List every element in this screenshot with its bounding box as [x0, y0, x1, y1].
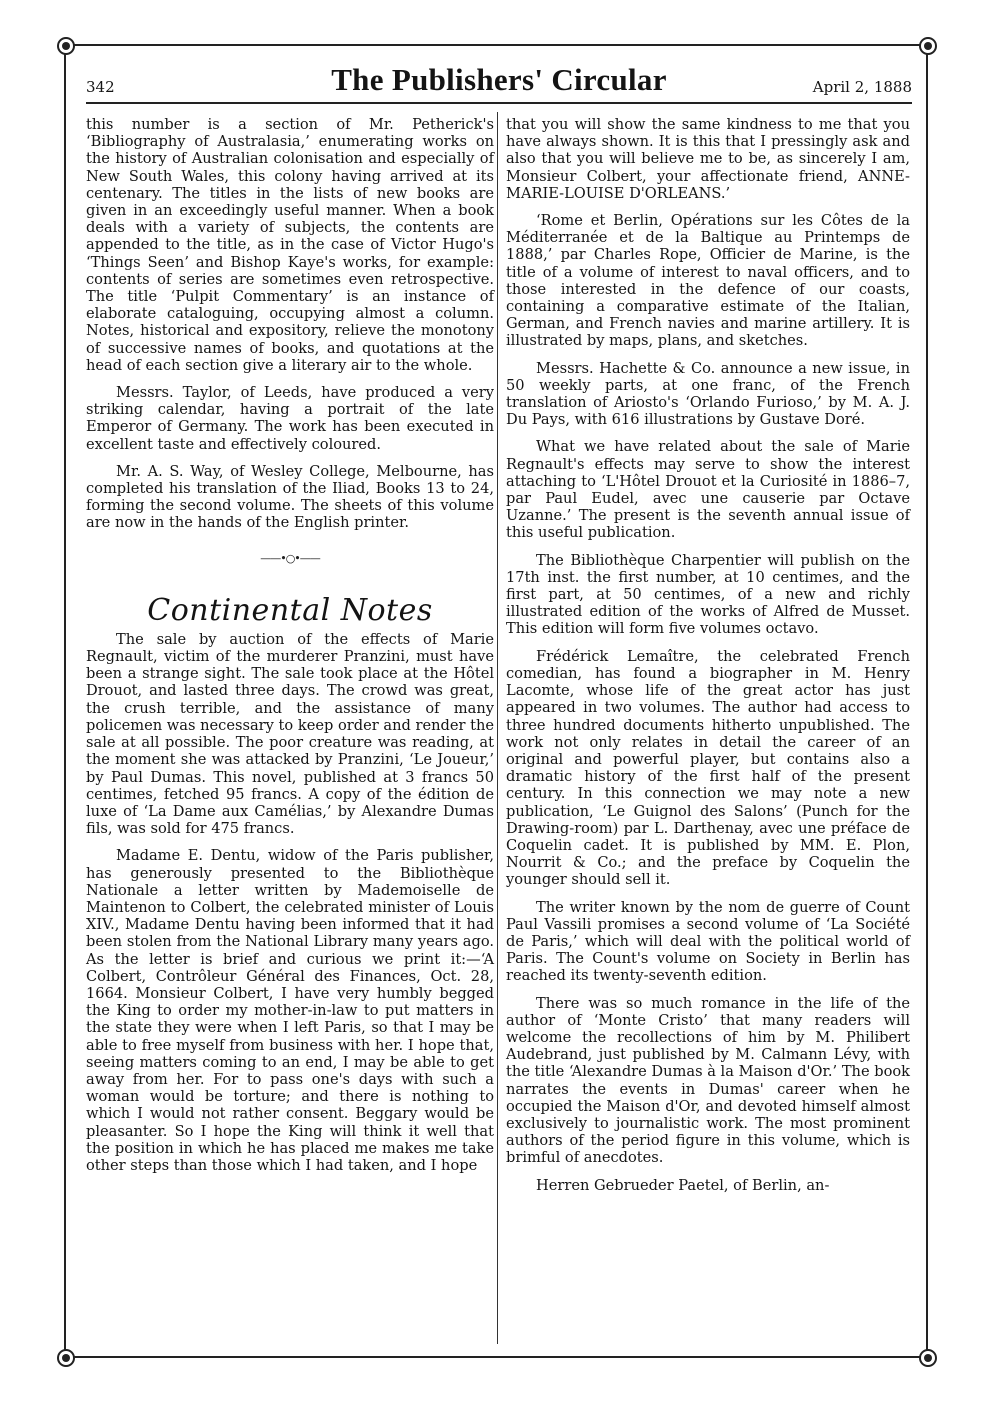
section-heading: Continental Notes	[147, 592, 433, 628]
frame-rule-right	[926, 44, 928, 1356]
section-divider: ——•○•——	[260, 551, 320, 565]
paragraph: Mr. A. S. Way, of Wesley College, Melbourne, has completed his translation of the Iliad, Books 13 to 24, forming the second volume. The sheets of this volume are now in the hands of the English printer.	[86, 462, 494, 532]
paragraph: that you will show the same kindness to me that you have always shown. It is this that I pressingly ask and also that you will believe me to be, as sincerely I am, Monsieur Colbert, your affectionate friend, ANNE-MARIE-LOUISE D'ORLEANS.’	[506, 116, 910, 202]
paragraph: The writer known by the nom de guerre of Count Paul Vassili promises a second volume of ‘La Société de Paris,’ which will deal with the political world of Paris. The Count's volume on Society in Berlin has reached its twenty-seventh edition.	[506, 898, 910, 985]
frame-rule-top	[60, 44, 932, 46]
corner-ornament-icon	[919, 37, 937, 55]
paragraph: Madame E. Dentu, widow of the Paris publisher, has generously presented to the Bibliothèque Nationale a letter written by Mademoiselle de Maintenon to Colbert, the celebrated minister of Louis XIV., Madame Dentu having been informed that it had been stolen from the National Library many years ago. As the letter is brief and curious we print it:—‘A Colbert, Contrôleur Général des Finances, Oct. 28, 1664. Monsieur Colbert, I have very humbly begged the King to order my mother-in-law to put matters in the state they were when I left Paris, so that I may be able to free myself from business with her. I hope that, seeing matters coming to an end, I may be able to get away from her. For to pass one's days with such a woman would be torture; and there is nothing to which I would not rather consent. Beggary would be pleasanter. So I hope the King will think it well that the position in which he has placed me makes me take other steps than those which I had taken, and I hope	[86, 847, 494, 1174]
paragraph: Herren Gebrueder Paetel, of Berlin, an-	[536, 1176, 830, 1194]
frame-rule-left	[64, 44, 66, 1356]
paragraph: There was so much romance in the life of the author of ‘Monte Cristo’ that many readers will welcome the recollections of him by M. Philibert Audebrand, just published by M. Calmann Lévy, with the title ‘Alexandre Dumas à la Maison d'Or.’ The book narrates the events in Dumas' career when he occupied the Maison d'Or, and devoted himself almost exclusively to journalistic work. The most prominent authors of the period figure in this volume, which is brimful of anecdotes.	[506, 994, 910, 1167]
paragraph: this number is a section of Mr. Petherick's ‘Bibliography of Australasia,’ enumerating works on the history of Australian colonisation and especially of New South Wales, this colony having arrived at its centenary. The titles in the lists of new books are given in an exceedingly useful manner. When a book deals with a variety of subjects, the contents are appended to the title, as in the case of Victor Hugo's ‘Things Seen’ and Bishop Kaye's works, for example: contents of series are sometimes even retrospective. The title ‘Pulpit Commentary’ is an instance of elaborate cataloguing, occupying almost a column. Notes, historical and expository, relieve the monotony of successive names of books, and quotations at the head of each section give a literary air to the whole.	[86, 116, 494, 374]
page-number: 342	[86, 78, 115, 96]
corner-ornament-icon	[57, 1349, 75, 1367]
paragraph: Frédérick Lemaître, the celebrated French comedian, has found a biographer in M. Henry Lacomte, whose life of the great actor has just appeared in two volumes. The author had access to three hundred documents hitherto unpublished. The work not only relates in detail the career of an original and powerful player, but contains also a dramatic history of the first half of the present century. In this connection we may note a new publication, ‘Le Guignol des Salons’ (Punch for the Drawing-room) par L. Darthenay, avec une préface de Coquelin cadet. It is published by MM. E. Plon, Nourrit & Co.; and the preface by Coquelin the younger should sell it.	[506, 647, 910, 889]
paragraph: What we have related about the sale of Marie Regnault's effects may serve to show the interest attaching to ‘L'Hôtel Drouot et la Curiosité in 1886–7, par Paul Eudel, avec une causerie par Octave Uzanne.’ The present is the seventh annual issue of this useful publication.	[506, 438, 910, 542]
journal-title: The Publishers' Circular	[331, 62, 667, 97]
paragraph: Messrs. Taylor, of Leeds, have produced a very striking calendar, having a portrait of the late Emperor of Germany. The work has been executed in excellent taste and effectively coloured.	[86, 384, 494, 453]
paragraph: The sale by auction of the effects of Marie Regnault, victim of the murderer Pranzini, must have been a strange sight. The sale took place at the Hôtel Drouot, and lasted three days. The crowd was great, the crush terrible, and the assistance of many policemen was necessary to keep order and render the sale at all possible. The poor creature was reading, at the moment she was attacked by Pranzini, ‘Le Joueur,’ by Paul Dumas. This novel, published at 3 francs 50 centimes, fetched 95 francs. A copy of the édition de luxe of ‘La Dame aux Camélias,’ by Alexandre Dumas fils, was sold for 475 francs.	[86, 630, 494, 838]
column-divider	[497, 112, 498, 1344]
header-rule	[86, 102, 912, 104]
frame-rule-bottom	[60, 1356, 932, 1358]
left-column	[86, 116, 494, 1184]
corner-ornament-icon	[919, 1349, 937, 1367]
running-header	[86, 62, 912, 98]
paragraph: Messrs. Hachette & Co. announce a new issue, in 50 weekly parts, at one franc, of the French translation of Ariosto's ‘Orlando Furioso,’ by M. A. J. Du Pays, with 616 illustrations by Gustave Doré.	[506, 359, 910, 429]
issue-date: April 2, 1888	[812, 78, 912, 96]
paragraph: ‘Rome et Berlin, Opérations sur les Côtes de la Méditerranée et de la Baltique au Printemps de 1888,’ par Charles Rope, Officier de Marine, is the title of a volume of interest to naval officers, and to those interested in the defence of our coasts, containing a comparative estimate of the Italian, German, and French navies and marine artillery. It is illustrated by maps, plans, and sketches.	[506, 212, 910, 350]
right-column	[506, 116, 910, 1204]
paragraph: The Bibliothèque Charpentier will publish on the 17th inst. the first number, at 10 centimes, and the first part, at 50 centimes, of a new and richly illustrated edition of the works of Alfred de Musset. This edition will form five volumes octavo.	[506, 551, 910, 638]
corner-ornament-icon	[57, 37, 75, 55]
